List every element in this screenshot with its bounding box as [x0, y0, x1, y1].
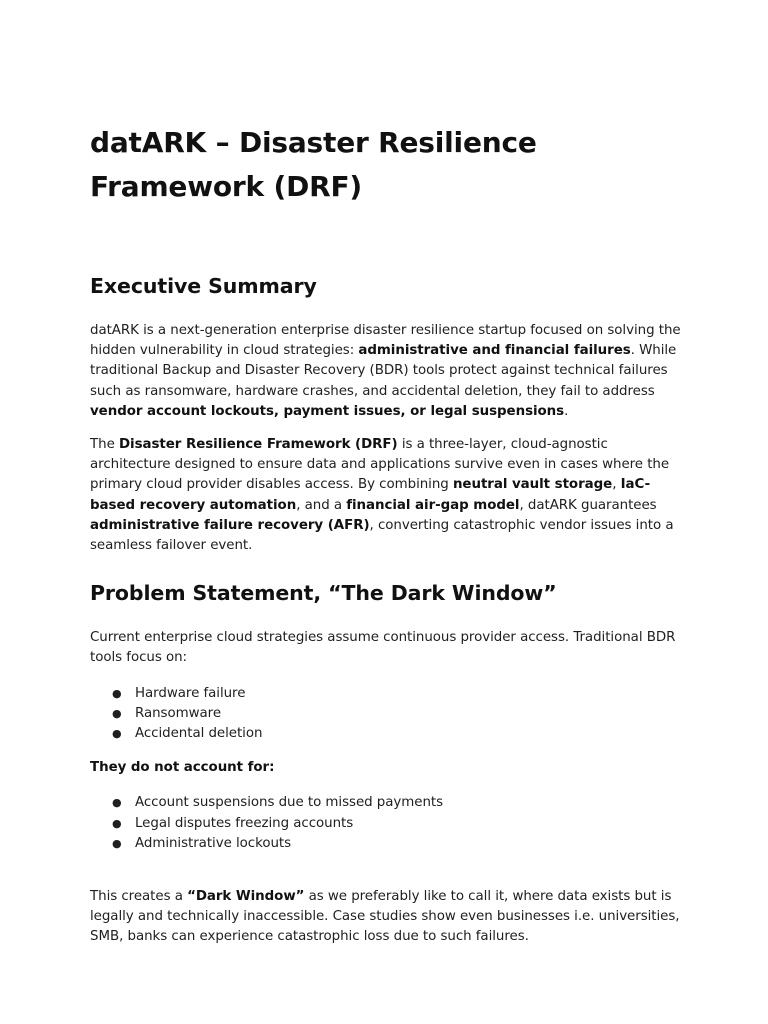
problem-statement-intro: Current enterprise cloud strategies assume continuous provider access. Traditional BDR tools focus on:	[90, 630, 676, 666]
emphasis-text: neutral vault storage	[452, 477, 613, 493]
list-item	[90, 834, 690, 854]
bullet-icon: ●	[112, 686, 122, 700]
list-item-text: Legal disputes freezing accounts	[135, 815, 354, 831]
list-item-text: Accidental deletion	[135, 726, 263, 742]
not-account-label-text: They do not account for:	[90, 760, 275, 776]
executive-summary-paragraph-2	[90, 435, 690, 556]
body-text: is a three-layer, cloud-agnostic architecture designed to ensure data and applications survive even in cases where the primary cloud provider disables access. By combining	[90, 437, 670, 493]
list-item	[90, 793, 690, 813]
bullet-icon: ●	[112, 816, 122, 830]
body-text: , converting catastrophic vendor issues into a seamless failover event.	[90, 517, 674, 554]
document-body	[90, 121, 690, 948]
body-text: datARK is a next-generation enterprise disaster resilience startup focused on solving the hidden vulnerability in cloud strategies:	[90, 323, 681, 359]
bullet-icon: ●	[112, 836, 122, 850]
emphasis-text: Disaster Resilience Framework (DRF)	[118, 437, 398, 453]
list-item-text: Administrative lockouts	[135, 835, 292, 851]
bullet-icon: ●	[112, 796, 122, 810]
bullet-icon: ●	[112, 706, 122, 720]
executive-summary-paragraph-1	[90, 321, 690, 422]
body-text: This creates a	[90, 889, 188, 905]
not-account-label	[90, 758, 690, 778]
emphasis-text: “Dark Window”	[187, 889, 305, 905]
dark-window-paragraph	[90, 887, 690, 948]
list-item	[90, 814, 690, 834]
list-item-text: Ransomware	[135, 705, 222, 721]
body-text: .	[564, 403, 569, 419]
list-item	[90, 704, 690, 724]
list-item-text: Hardware failure	[135, 685, 246, 701]
body-text: , and a	[296, 497, 347, 513]
list-item	[90, 684, 690, 704]
emphasis-text: administrative and financial failures	[358, 343, 631, 359]
heading-executive-summary: Executive Summary	[90, 274, 317, 298]
bullet-icon: ●	[112, 727, 122, 741]
list-item	[90, 724, 690, 744]
tools-focus-list	[90, 684, 690, 745]
document-title: datARK – Disaster Resilience Framework (DRF)	[90, 126, 537, 203]
emphasis-text: IaC-based recovery automation	[90, 477, 651, 513]
body-text: , datARK guarantees	[519, 497, 657, 513]
heading-problem-statement: Problem Statement, “The Dark Window”	[90, 581, 557, 606]
emphasis-text: administrative failure recovery (AFR)	[90, 517, 370, 533]
emphasis-text: financial air-gap model	[346, 497, 520, 513]
body-text: ,	[612, 477, 621, 493]
emphasis-text: vendor account lockouts, payment issues, or legal suspensions	[90, 403, 565, 419]
unaccounted-failures-list	[90, 793, 690, 854]
list-item-text: Account suspensions due to missed payments	[135, 795, 444, 811]
body-text: . While traditional Backup and Disaster Recovery (BDR) tools protect against technical failures such as ransomware, hardware crashes, and accidental deletion, they fail to address	[90, 343, 677, 399]
body-text: The	[90, 437, 119, 453]
body-text: as we preferably like to call it, where data exists but is legally and technically inaccessible. Case studies show even businesses i.e. universities, SMB, banks can experience catastrophic loss due to such failures.	[90, 889, 680, 945]
